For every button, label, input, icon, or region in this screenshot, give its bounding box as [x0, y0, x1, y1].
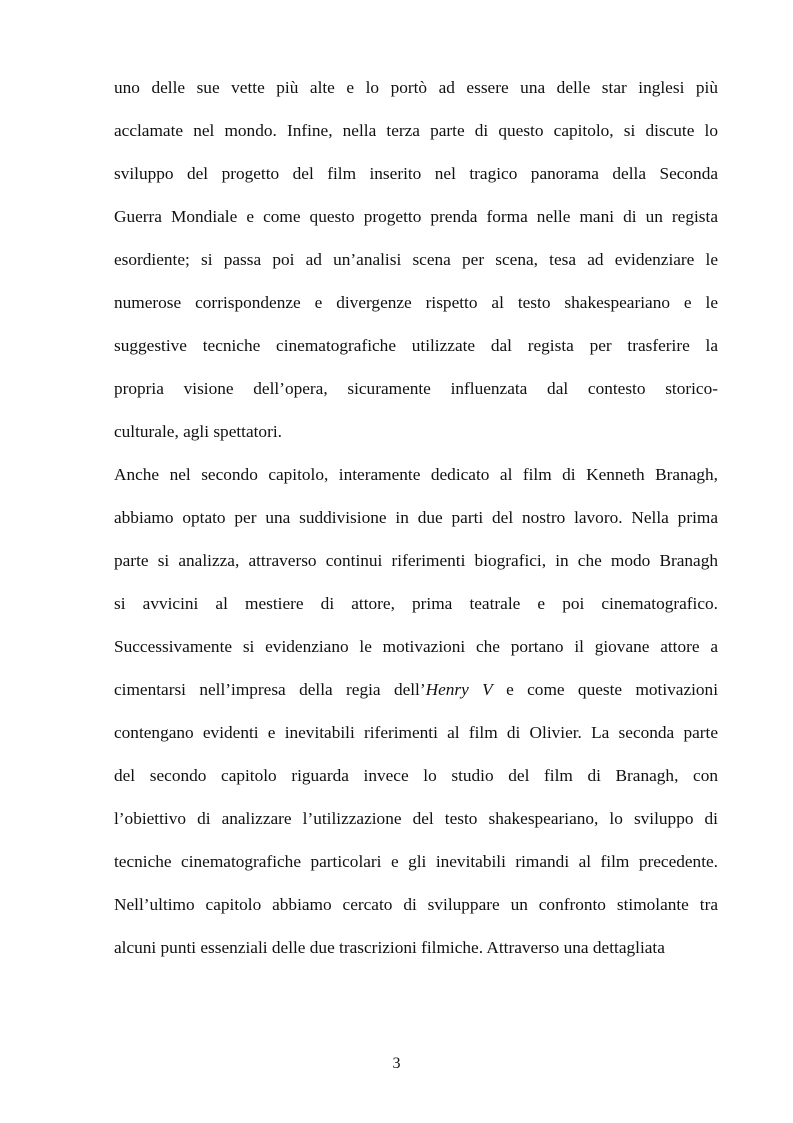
text-line: contengano evidenti e inevitabili riferimenti al film di Olivier. La seconda parte: [114, 723, 718, 742]
text-segment: e come queste motivazioni: [492, 680, 718, 699]
text-line: abbiamo optato per una suddivisione in due parti del nostro lavoro. Nella prima: [114, 508, 718, 527]
body-text: [114, 66, 718, 969]
text-line: uno delle sue vette più alte e lo portò ad essere una delle star inglesi più: [114, 78, 718, 97]
text-line: sviluppo del progetto del film inserito nel tragico panorama della Seconda: [114, 164, 718, 183]
page-number: 3: [392, 1055, 401, 1072]
text-segment: cimentarsi nell’impresa della regia dell’: [114, 680, 426, 699]
text-line: suggestive tecniche cinematografiche utilizzate dal regista per trasferire la: [114, 336, 718, 355]
text-line: l’obiettivo di analizzare l’utilizzazione del testo shakespeariano, lo sviluppo di: [114, 809, 718, 828]
text-line: acclamate nel mondo. Infine, nella terza parte di questo capitolo, si discute lo: [114, 121, 718, 140]
text-line: tecniche cinematografiche particolari e gli inevitabili rimandi al film precedente.: [114, 852, 718, 871]
text-line: propria visione dell’opera, sicuramente influenzata dal contesto storico-: [114, 379, 718, 398]
text-line: alcuni punti essenziali delle due trascrizioni filmiche. Attraverso una dettagliata: [114, 938, 665, 957]
text-line: Nell’ultimo capitolo abbiamo cercato di sviluppare un confronto stimolante tra: [114, 895, 718, 914]
text-line: Guerra Mondiale e come questo progetto prenda forma nelle mani di un regista: [114, 207, 718, 226]
text-line: parte si analizza, attraverso continui riferimenti biografici, in che modo Branagh: [114, 551, 718, 570]
film-title: Henry V: [425, 680, 493, 699]
paragraph-end-line: culturale, agli spettatori.: [114, 422, 282, 441]
text-line: Successivamente si evidenziano le motivazioni che portano il giovane attore a: [114, 637, 718, 656]
text-line: numerose corrispondenze e divergenze rispetto al testo shakespeariano e le: [114, 293, 718, 312]
text-line-with-title: [114, 668, 718, 711]
text-line: del secondo capitolo riguarda invece lo studio del film di Branagh, con: [114, 766, 718, 785]
text-line: esordiente; si passa poi ad un’analisi scena per scena, tesa ad evidenziare le: [114, 250, 718, 269]
text-line: si avvicini al mestiere di attore, prima teatrale e poi cinematografico.: [114, 594, 718, 613]
text-line: Anche nel secondo capitolo, interamente dedicato al film di Kenneth Branagh,: [114, 465, 718, 484]
